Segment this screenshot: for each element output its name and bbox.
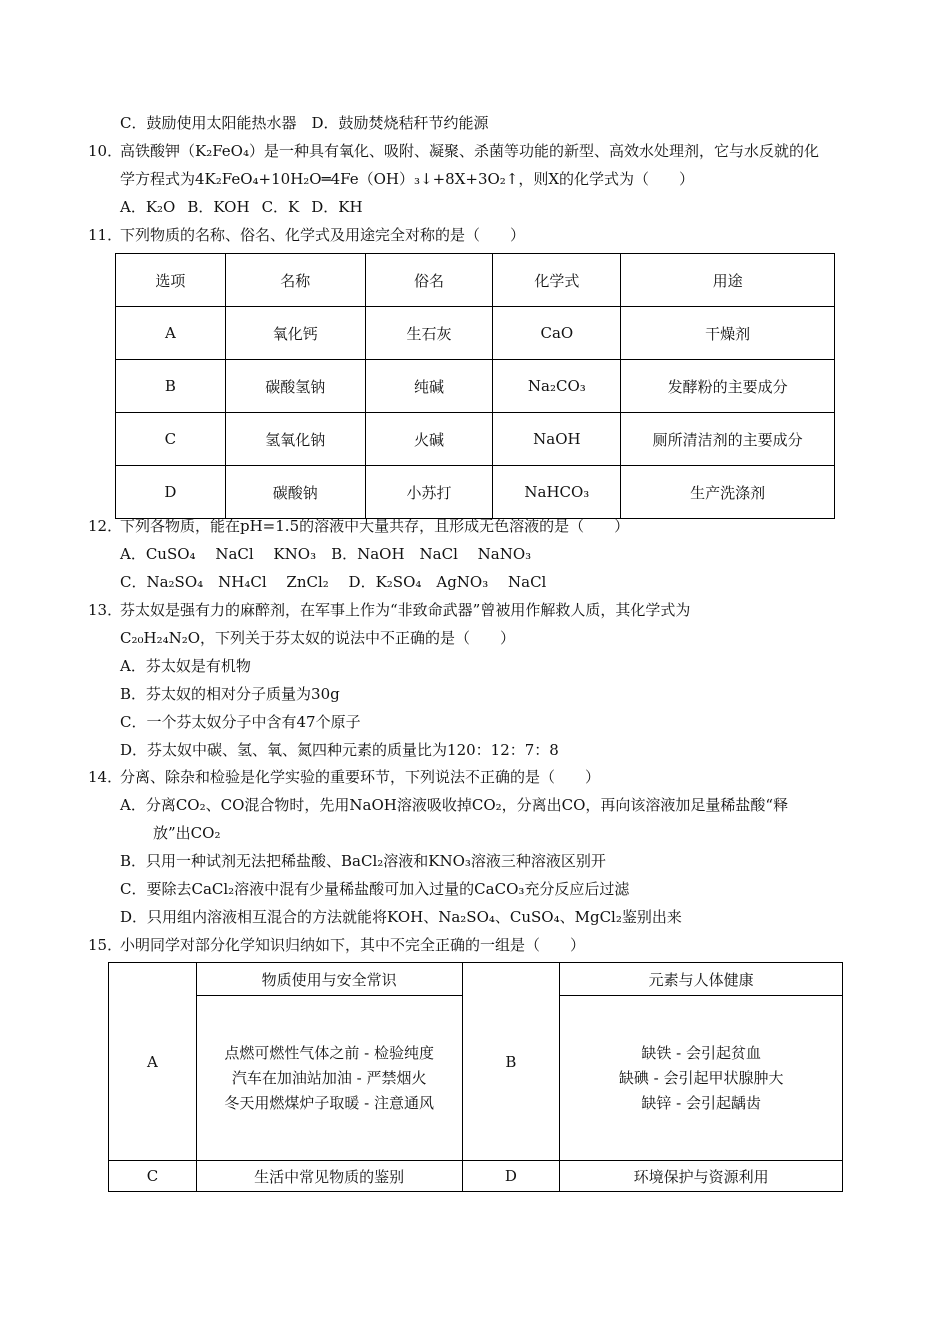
cell: 厕所清洁剂的主要成分: [621, 413, 835, 466]
group-b-content: [560, 996, 843, 1161]
q10-option-c: C．K: [261, 198, 300, 216]
header-formula: 化学式: [493, 254, 621, 307]
cell: D: [116, 466, 226, 519]
cell: 干燥剂: [621, 307, 835, 360]
cell: 火碱: [365, 413, 493, 466]
cell: 生石灰: [365, 307, 493, 360]
cell: 碳酸氢钠: [225, 360, 365, 413]
q15-stem: 小明同学对部分化学知识归纳如下，其中不完全正确的一组是（ ）: [120, 936, 586, 954]
group-b-line: 缺碘 - 会引起甲状腺肿大: [618, 1068, 784, 1087]
group-d-label: D: [462, 1161, 560, 1192]
q13-stem-line2: C₂₀H₂₄N₂O，下列关于芬太奴的说法中不正确的是（ ）: [120, 629, 516, 647]
cell: 纯碱: [365, 360, 493, 413]
header-option: 选项: [116, 254, 226, 307]
q14-option-c: C．要除去CaCl₂溶液中混有少量稀盐酸可加入过量的CaCO₃充分反应后过滤: [120, 880, 630, 898]
q15-table: [108, 962, 843, 1192]
q14-option-a-line2: 放”出CO₂: [153, 824, 221, 842]
group-a-header: 物质使用与安全常识: [196, 963, 462, 996]
q12-stem: 下列各物质，能在pH=1.5的溶液中大量共存，且形成无色溶液的是（ ）: [120, 517, 630, 535]
q12-options-line2: C．Na₂SO₄ NH₄Cl ZnCl₂ D．K₂SO₄ AgNO₃ NaCl: [120, 573, 547, 591]
group-c-header: 生活中常见物质的鉴别: [196, 1161, 462, 1192]
group-d-header: 环境保护与资源利用: [560, 1161, 843, 1192]
group-a-line: 冬天用燃煤炉子取暖 - 注意通风: [224, 1093, 434, 1112]
group-a-content: [196, 996, 462, 1161]
q14-number: 14．: [88, 768, 123, 786]
group-b-header: 元素与人体健康: [560, 963, 843, 996]
header-use: 用途: [621, 254, 835, 307]
cell: 氧化钙: [225, 307, 365, 360]
q13-number: 13．: [88, 601, 123, 619]
header-name: 名称: [225, 254, 365, 307]
q9-option-d: D．鼓励焚烧秸秆节约能源: [311, 114, 489, 132]
q10-stem-line1: 高铁酸钾（K₂FeO₄）是一种具有氧化、吸附、凝聚、杀菌等功能的新型、高效水处理剂，它与水反就的化: [120, 142, 819, 160]
q10-stem-line2: 学方程式为4K₂FeO₄+10H₂O═4Fe（OH）₃↓+8X+3O₂↑，则X的化学式为（ ）: [120, 170, 695, 188]
q13-option-a: A．芬太奴是有机物: [120, 657, 251, 675]
q10-option-d: D．KH: [311, 198, 363, 216]
q11-stem: 下列物质的名称、俗名、化学式及用途完全对称的是（ ）: [120, 226, 526, 244]
cell: C: [116, 413, 226, 466]
cell: NaHCO₃: [493, 466, 621, 519]
table-row: [116, 413, 835, 466]
group-a-line: 汽车在加油站加油 - 严禁烟火: [231, 1068, 427, 1087]
q14-stem: 分离、除杂和检验是化学实验的重要环节，下列说法不正确的是（ ）: [120, 768, 601, 786]
group-a-line: 点燃可燃性气体之前 - 检验纯度: [224, 1043, 434, 1062]
cell: 生产洗涤剂: [621, 466, 835, 519]
cell: CaO: [493, 307, 621, 360]
q14-option-d: D．只用组内溶液相互混合的方法就能将KOH、Na₂SO₄、CuSO₄、MgCl₂鉴别出来: [120, 908, 682, 926]
header-common-name: 俗名: [365, 254, 493, 307]
cell: 碳酸钠: [225, 466, 365, 519]
table-row: [116, 466, 835, 519]
q11-table: [115, 253, 835, 519]
cell: NaOH: [493, 413, 621, 466]
q14-option-b: B．只用一种试剂无法把稀盐酸、BaCl₂溶液和KNO₃溶液三种溶液区别开: [120, 852, 606, 870]
table-row: [109, 1161, 843, 1192]
group-c-label: C: [109, 1161, 197, 1192]
q9-option-c: C．鼓励使用太阳能热水器: [120, 114, 297, 132]
q10-option-b: B．KOH: [187, 198, 250, 216]
q13-option-d: D．芬太奴中碳、氢、氧、氮四种元素的质量比为120：12：7：8: [120, 741, 559, 759]
q11-number: 11．: [88, 226, 123, 244]
q14-option-a-line1: A．分离CO₂、CO混合物时，先用NaOH溶液吸收掉CO₂，分离出CO，再向该溶液加足量稀盐酸“释: [120, 796, 789, 814]
table-row: [116, 307, 835, 360]
group-b-line: 缺铁 - 会引起贫血: [641, 1043, 761, 1062]
q13-option-b: B．芬太奴的相对分子质量为30g: [120, 685, 340, 703]
q10-option-a: A．K₂O: [120, 198, 176, 216]
group-b-label: B: [462, 963, 560, 1161]
table-row: [109, 963, 843, 996]
q12-number: 12．: [88, 517, 123, 535]
cell: 小苏打: [365, 466, 493, 519]
cell: B: [116, 360, 226, 413]
table-header-row: [116, 254, 835, 307]
cell: 发酵粉的主要成分: [621, 360, 835, 413]
group-b-line: 缺锌 - 会引起龋齿: [641, 1093, 761, 1112]
q10-number: 10．: [88, 142, 123, 160]
q13-stem-line1: 芬太奴是强有力的麻醉剂，在军事上作为“非致命武器”曾被用作解救人质，其化学式为: [120, 601, 691, 619]
q12-options-line1: A．CuSO₄ NaCl KNO₃ B．NaOH NaCl NaNO₃: [120, 545, 532, 563]
table-row: [116, 360, 835, 413]
q9-options: [120, 113, 489, 133]
cell: A: [116, 307, 226, 360]
cell: 氢氧化钠: [225, 413, 365, 466]
cell: Na₂CO₃: [493, 360, 621, 413]
q10-options: [120, 197, 375, 217]
q15-number: 15．: [88, 936, 123, 954]
q13-option-c: C．一个芬太奴分子中含有47个原子: [120, 713, 361, 731]
group-a-label: A: [109, 963, 197, 1161]
